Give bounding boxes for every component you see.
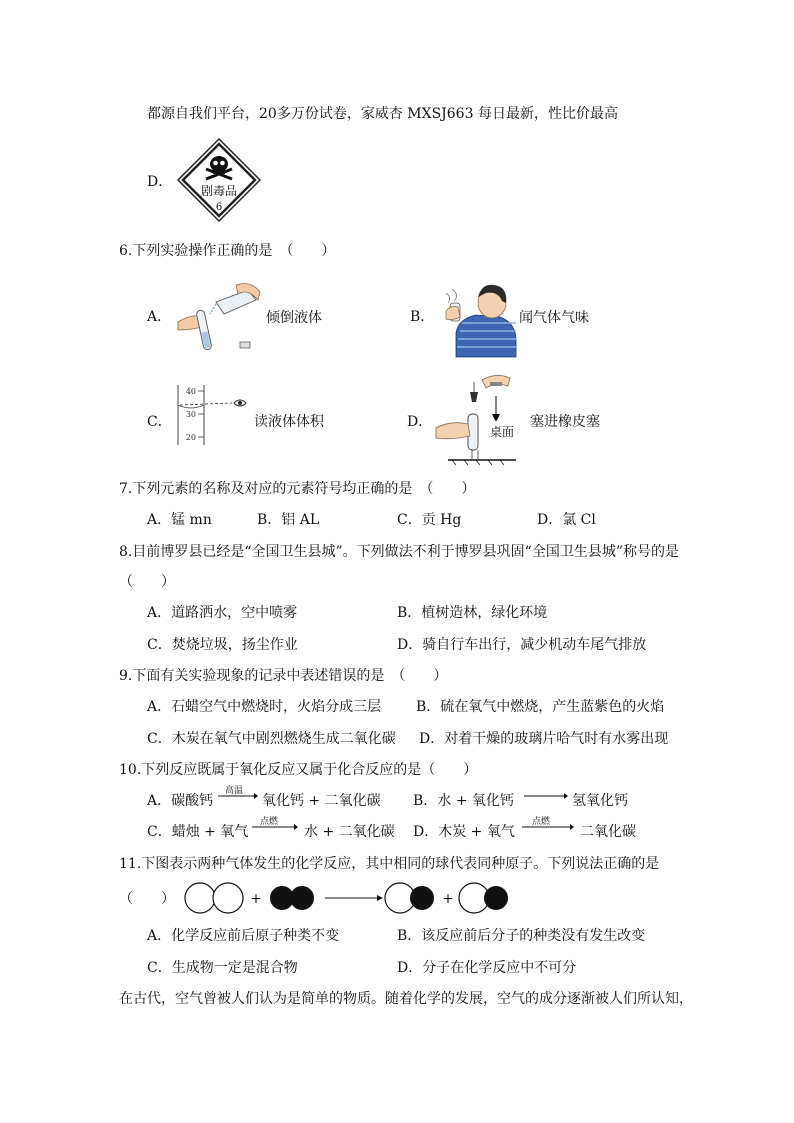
cylinder-tick-40: 40 [185,387,196,396]
plus-sign-1: + [250,891,262,907]
q11-option-b: B．该反应前后分子的种类没有发生改变 [397,928,646,944]
pouring-liquid-illustration [176,280,266,355]
q10-b-arrow [522,784,568,804]
q7-option-a: A．锰 mn [147,512,212,528]
q11-option-c: C．生成物一定是混合物 [147,960,298,976]
q7-option-b: B．铝 AL [257,512,320,528]
graduated-cylinder-illustration [170,383,250,445]
q10-option-d-products: 二氧化碳 [580,824,636,840]
q11-option-d: D．分子在化学反应中不可分 [397,960,577,976]
q11-option-a: A．化学反应前后原子种类不变 [147,928,340,944]
q10-option-d-condition: 点燃 [532,817,551,827]
q11-paren: （ ） [119,891,175,907]
q7-stem: 7.下列元素的名称及对应的元素符号均正确的是 （ ） [119,481,476,497]
desk-label: 桌面 [490,425,515,439]
q10-stem: 10.下列反应既属于氧化反应又属于化合反应的是（ ） [119,762,478,778]
q6-option-c-letter: C． [147,414,172,430]
product-molecule-1 [385,883,434,913]
q8-option-d: D．骑自行车出行，减少机动车尾气排放 [397,637,647,653]
q10-option-a-condition: 高温 [225,786,244,796]
q10-option-b-reactants: B．水 + 氧化钙 [413,793,514,809]
q6-option-a-caption: 倾倒液体 [266,310,322,326]
q8-paren: （ ） [119,574,175,590]
q9-option-d: D．对着干燥的玻璃片哈气时有水雾出现 [419,731,669,747]
q6-stem: 6.下列实验操作正确的是 （ ） [119,243,336,259]
smelling-gas-illustration [432,275,520,357]
q6-option-b-caption: 闻气体气味 [519,310,589,326]
q8-option-b: B．植树造林，绿化环境 [397,605,548,621]
molecule-reaction-diagram [180,880,515,916]
poison-hazard-sign [176,137,262,223]
cylinder-tick-20: 20 [185,433,196,442]
q11-stem: 11.下图表示两种气体发生的化学反应，其中相同的球代表同种原子。下列说法正确的是 [119,856,660,872]
q6-option-d-caption: 塞进橡皮塞 [530,414,600,430]
q10-option-c-products: 水 + 二氧化碳 [304,824,395,840]
q9-option-c: C．木炭在氧气中剧烈燃烧生成二氧化碳 [147,731,396,747]
rubber-stopper-illustration [434,370,522,465]
product-molecule-2 [459,883,508,913]
q8-option-a: A．道路洒水，空中喷雾 [147,605,298,621]
q10-option-a-products: 氧化钙 + 二氧化碳 [262,793,381,809]
q6-option-c-caption: 读液体体积 [254,414,324,430]
q8-option-c: C．焚烧垃圾，扬尘作业 [147,637,298,653]
q10-option-b-products: 氢氧化钙 [572,793,628,809]
q9-option-a: A．石蜡空气中燃烧时，火焰分成三层 [147,699,382,715]
white-molecule [185,883,243,913]
q7-option-c: C．贡 Hg [397,512,462,528]
plus-sign-2: + [442,891,454,907]
q9-option-b: B．硫在氧气中燃烧，产生蓝紫色的火焰 [416,699,665,715]
q5-option-d: D． [147,174,173,190]
sign-number: 6 [215,202,223,213]
q10-option-c-condition: 点燃 [260,817,279,827]
passage-line: 在古代，空气曾被人们认为是简单的物质。随着化学的发展，空气的成分逐渐被人们所认知， [119,991,693,1007]
q10-option-d-reactants: D．木炭 + 氧气 [413,824,515,840]
q6-option-b-letter: B． [410,309,435,325]
q8-stem: 8.目前博罗县已经是“全国卫生县城”。下列做法不利于博罗县巩固“全国卫生县城”称号的是 [119,544,679,560]
header-line: 都源自我们平台，20多万份试卷，家威杏 MXSJ663 每日最新，性比价最高 [147,106,618,122]
q7-option-d: D．氯 Cl [537,512,596,528]
black-molecule [270,886,314,910]
q6-option-d-letter: D． [407,414,433,430]
q10-option-c-reactants: C．蜡烛 + 氧气 [147,824,249,840]
eye-icon [234,400,246,406]
sign-text: 剧毒品 [200,184,238,198]
q10-option-a-reactants: A．碳酸钙 [147,793,214,809]
q9-stem: 9.下面有关实验现象的记录中表述错误的是 （ ） [119,668,448,684]
q6-option-a-letter: A． [147,309,172,325]
cylinder-tick-30: 30 [185,410,196,419]
